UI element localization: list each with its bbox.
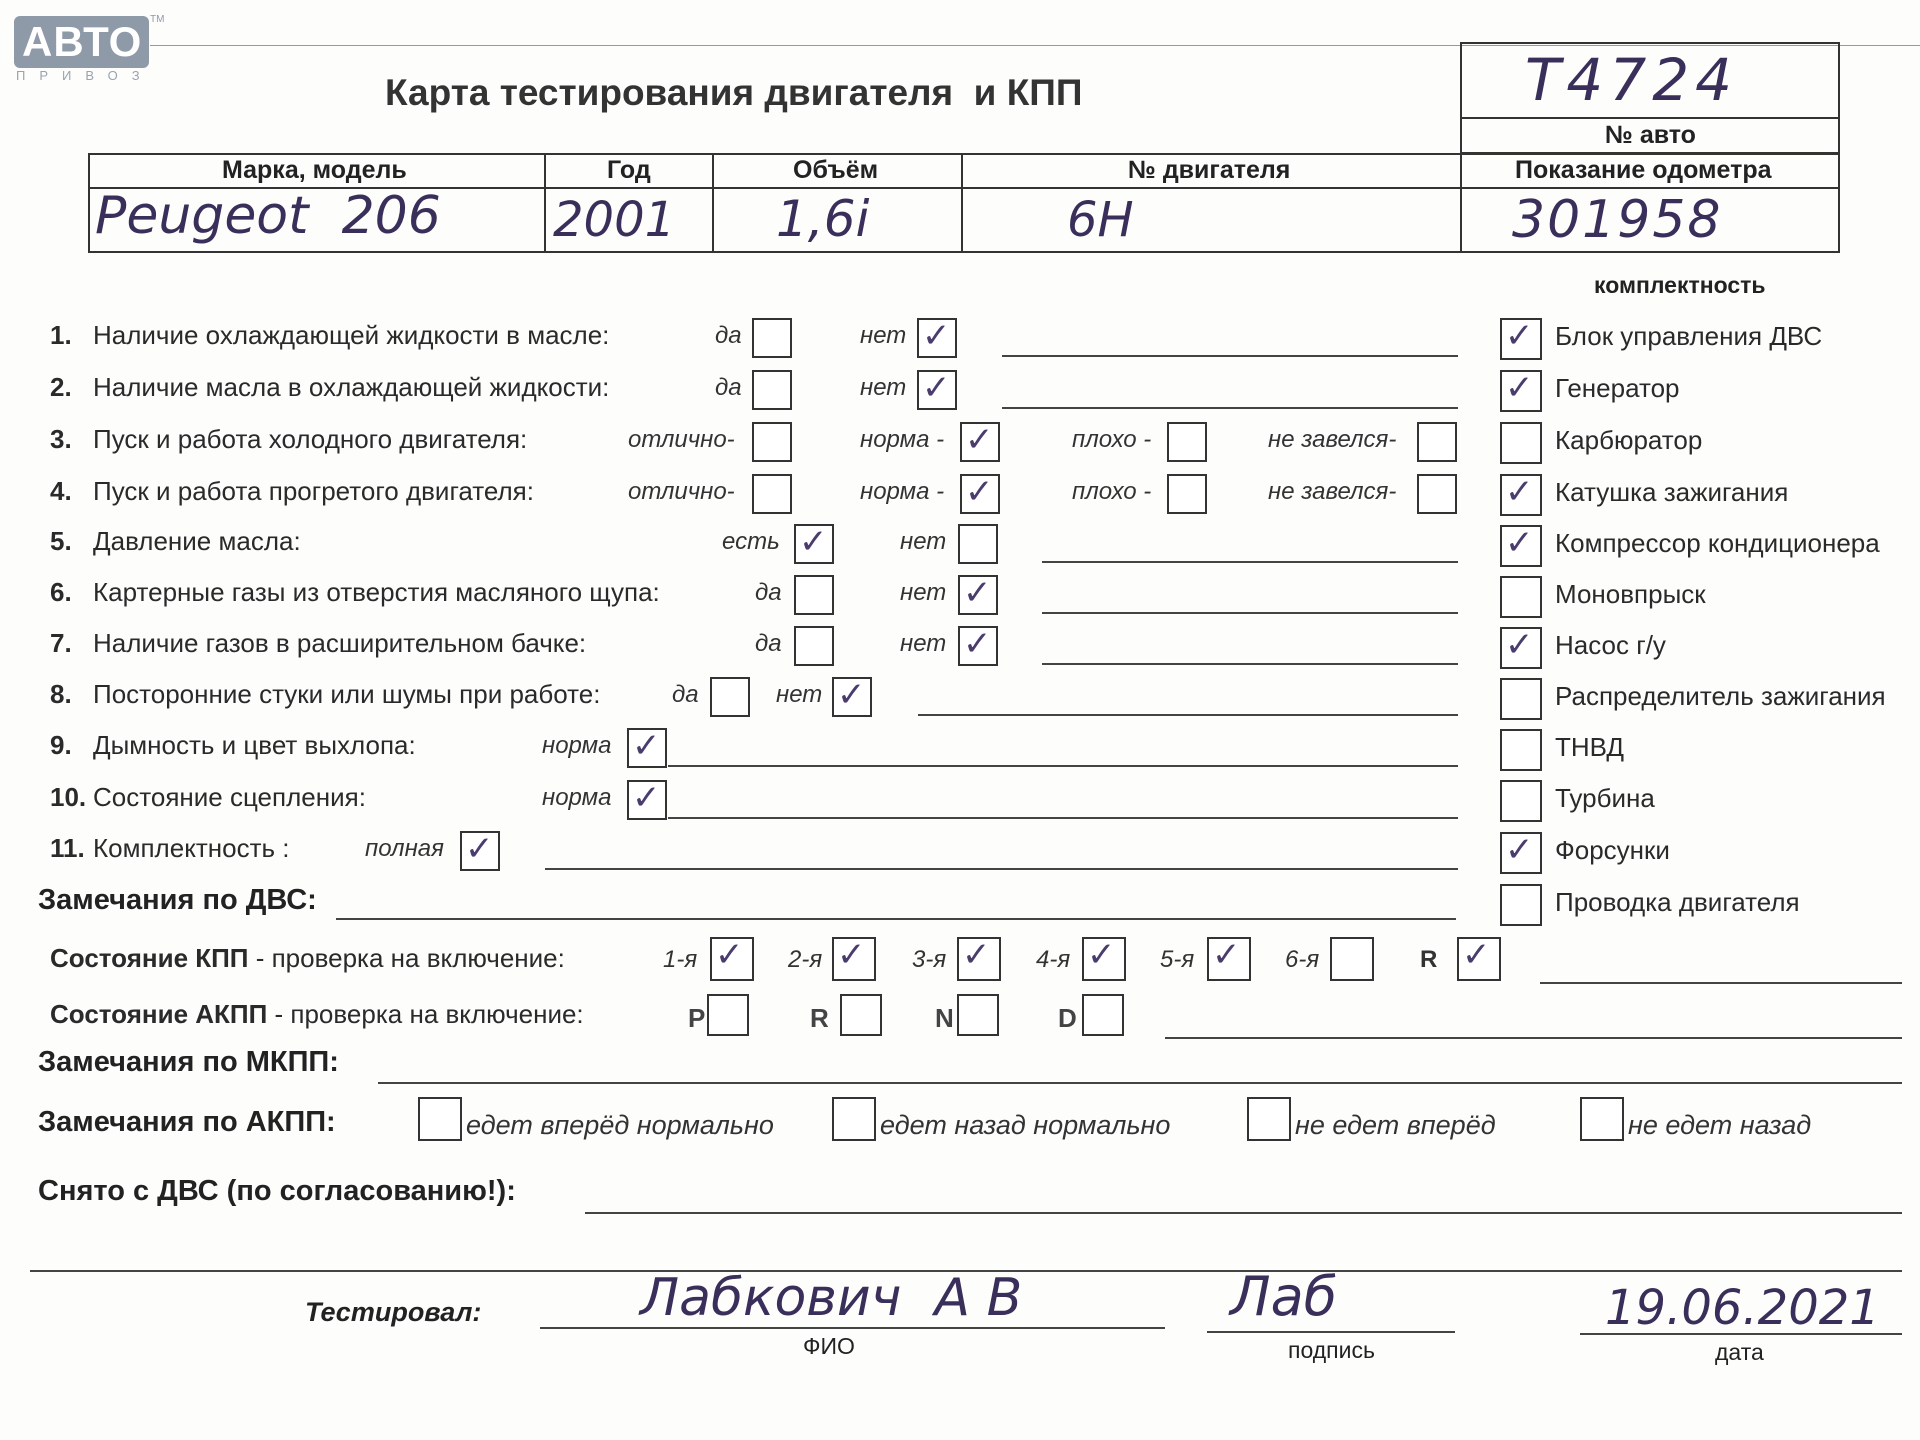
check-mark-icon: ✓ <box>962 935 991 975</box>
completeness-checkbox[interactable] <box>1500 318 1542 360</box>
item-checkbox[interactable] <box>958 626 998 666</box>
logo-tm: TM <box>150 14 165 25</box>
item-checkbox[interactable] <box>752 422 792 462</box>
completeness-label: Блок управления ДВС <box>1555 321 1823 351</box>
header-col-divider <box>712 153 714 253</box>
gear-checkbox[interactable] <box>1457 937 1501 981</box>
test-date: 19.06.2021 <box>1605 1280 1880 1336</box>
header-col-divider <box>961 153 963 253</box>
car-id-divider <box>1460 117 1840 119</box>
gear-checkbox[interactable] <box>1082 937 1126 981</box>
logo <box>14 16 149 68</box>
answer-line <box>668 817 1458 819</box>
akpp-label <box>50 999 584 1030</box>
item-option-label: да <box>755 579 782 606</box>
answer-line <box>1002 355 1458 357</box>
check-mark-icon: ✓ <box>465 829 494 869</box>
item-label: Наличие масла в охлаждающей жидкости: <box>93 372 610 402</box>
brand-value: Peugeot 206 <box>95 186 441 246</box>
akpp-option-label: едет назад нормально <box>880 1110 1171 1140</box>
check-mark-icon: ✓ <box>1505 368 1534 408</box>
volume-label: Объём <box>793 156 879 184</box>
date-caption: дата <box>1715 1339 1764 1365</box>
remarks-mkpp-line <box>378 1082 1902 1084</box>
kpp-label <box>50 943 565 974</box>
kpp-label-rest: - проверка на включение: <box>248 943 565 973</box>
item-number: 7. <box>50 628 72 658</box>
signature-line <box>1207 1331 1455 1333</box>
item-label: Пуск и работа прогретого двигателя: <box>93 476 534 506</box>
completeness-label: Проводка двигателя <box>1555 887 1800 917</box>
completeness-label: Карбюратор <box>1555 425 1703 455</box>
gear-checkbox[interactable] <box>957 937 1001 981</box>
completeness-label: Генератор <box>1555 373 1680 403</box>
completeness-checkbox[interactable] <box>1500 525 1542 567</box>
check-mark-icon: ✓ <box>632 726 661 766</box>
item-checkbox[interactable] <box>832 677 872 717</box>
akpp-label-bold: Состояние АКПП <box>50 999 268 1029</box>
akpp-mode-checkbox[interactable] <box>707 994 749 1036</box>
completeness-label: Форсунки <box>1555 835 1670 865</box>
item-option-label: норма - <box>860 478 945 505</box>
item-label: Посторонние стуки или шумы при работе: <box>93 679 601 709</box>
signature: Лаб <box>1230 1265 1337 1328</box>
kpp-line <box>1540 982 1902 984</box>
item-number: 6. <box>50 577 72 607</box>
check-mark-icon: ✓ <box>1212 935 1241 975</box>
check-mark-icon: ✓ <box>632 778 661 818</box>
gear-checkbox[interactable] <box>832 937 876 981</box>
answer-line <box>1042 612 1458 614</box>
item-checkbox[interactable] <box>752 318 792 358</box>
item-option-label: да <box>715 374 742 401</box>
item-number: 2. <box>50 372 72 402</box>
item-option-label: нет <box>900 579 947 606</box>
check-mark-icon: ✓ <box>1505 316 1534 356</box>
item-checkbox[interactable] <box>960 422 1000 462</box>
check-mark-icon: ✓ <box>799 522 828 562</box>
item-checkbox[interactable] <box>958 575 998 615</box>
item-checkbox[interactable] <box>1417 422 1457 462</box>
check-mark-icon: ✓ <box>1087 935 1116 975</box>
check-mark-icon: ✓ <box>922 368 951 408</box>
engine-value: 6H <box>1067 192 1134 248</box>
year-value: 2001 <box>553 192 676 248</box>
completeness-label: Распределитель зажигания <box>1555 681 1886 711</box>
engine-label: № двигателя <box>1128 156 1291 184</box>
item-checkbox[interactable] <box>710 677 750 717</box>
car-id-label: № авто <box>1605 121 1696 149</box>
item-option-label: отлично- <box>628 478 735 505</box>
answer-line <box>1042 663 1458 665</box>
item-label: Пуск и работа холодного двигателя: <box>93 424 528 454</box>
check-mark-icon: ✓ <box>965 420 994 460</box>
item-checkbox[interactable] <box>752 370 792 410</box>
akpp-mode-label: N <box>935 1003 954 1033</box>
answer-line <box>545 868 1458 870</box>
item-option-label: есть <box>722 528 780 555</box>
item-option-label: норма - <box>860 426 945 453</box>
item-checkbox[interactable] <box>752 474 792 514</box>
akpp-mode-label: R <box>810 1003 829 1033</box>
completeness-checkbox[interactable] <box>1500 370 1542 412</box>
item-label: Наличие охлаждающей жидкости в масле: <box>93 320 610 350</box>
item-label: Состояние сцепления: <box>93 782 366 812</box>
check-mark-icon: ✓ <box>837 935 866 975</box>
gear-label: 3-я <box>912 946 947 973</box>
akpp-option-label: не едет назад <box>1628 1110 1812 1140</box>
remarks-dvs-label: Замечания по ДВС: <box>38 884 317 916</box>
item-option-label: нет <box>860 374 907 401</box>
item-option-label: да <box>715 322 742 349</box>
item-number: 8. <box>50 679 72 709</box>
check-mark-icon: ✓ <box>963 573 992 613</box>
item-number: 5. <box>50 526 72 556</box>
completeness-checkbox[interactable] <box>1500 576 1542 618</box>
item-checkbox[interactable] <box>960 474 1000 514</box>
akpp-mode-checkbox[interactable] <box>840 994 882 1036</box>
completeness-label: Катушка зажигания <box>1555 477 1789 507</box>
completeness-label: Турбина <box>1555 783 1655 813</box>
completeness-label: Насос г/у <box>1555 630 1666 660</box>
item-label: Комплектность : <box>93 833 290 863</box>
answer-line <box>1002 407 1458 409</box>
item-checkbox[interactable] <box>794 626 834 666</box>
completeness-label: ТНВД <box>1555 732 1625 762</box>
akpp-option-checkbox[interactable] <box>832 1097 876 1141</box>
check-mark-icon: ✓ <box>1505 830 1534 870</box>
check-mark-icon: ✓ <box>965 472 994 512</box>
page-title: Карта тестирования двигателя и КПП <box>385 72 1083 113</box>
item-option-label: не завелся- <box>1268 426 1397 453</box>
item-option-label: да <box>672 681 699 708</box>
completeness-label: Моновпрыск <box>1555 579 1706 609</box>
kpp-label-bold: Состояние КПП <box>50 943 249 973</box>
check-mark-icon: ✓ <box>1505 625 1534 665</box>
odometer-value: 301958 <box>1512 190 1723 250</box>
completeness-label: Компрессор кондиционера <box>1555 528 1880 558</box>
logo-sub: ПРИВОЗ <box>16 68 154 83</box>
gear-label: 2-я <box>788 946 823 973</box>
tested-label: Тестировал: <box>305 1297 482 1327</box>
item-option-label: да <box>755 630 782 657</box>
akpp-mode-label: D <box>1058 1003 1077 1033</box>
remarks-mkpp-label: Замечания по МКПП: <box>38 1046 339 1078</box>
gear-checkbox[interactable] <box>1207 937 1251 981</box>
check-mark-icon: ✓ <box>963 624 992 664</box>
akpp-mode-checkbox[interactable] <box>957 994 999 1036</box>
item-option-label: плохо - <box>1072 478 1152 505</box>
answer-line <box>918 714 1458 716</box>
item-number: 4. <box>50 476 72 506</box>
akpp-label-rest: - проверка на включение: <box>267 999 584 1029</box>
akpp-option-checkbox[interactable] <box>418 1097 462 1141</box>
check-mark-icon: ✓ <box>715 935 744 975</box>
completeness-title: комплектность <box>1594 272 1766 298</box>
check-mark-icon: ✓ <box>1505 523 1534 563</box>
check-mark-icon: ✓ <box>837 675 866 715</box>
name-caption: ФИО <box>803 1333 855 1359</box>
item-number: 11. <box>50 833 85 863</box>
item-option-label: нет <box>900 528 947 555</box>
odometer-label: Показание одометра <box>1515 156 1772 184</box>
gear-label: 4-я <box>1036 946 1071 973</box>
completeness-checkbox[interactable] <box>1500 832 1542 874</box>
gear-label: 6-я <box>1285 946 1320 973</box>
completeness-checkbox[interactable] <box>1500 474 1542 516</box>
item-number: 3. <box>50 424 72 454</box>
item-checkbox[interactable] <box>627 780 667 820</box>
remarks-dvs-line <box>336 918 1456 920</box>
item-checkbox[interactable] <box>1417 474 1457 514</box>
completeness-checkbox[interactable] <box>1500 780 1542 822</box>
volume-value: 1,6i <box>776 190 870 248</box>
item-label: Наличие газов в расширительном бачке: <box>93 628 587 658</box>
tester-name: Лабкович А В <box>640 1268 1023 1328</box>
item-option-label: нет <box>860 322 907 349</box>
signature-caption: подпись <box>1288 1337 1375 1363</box>
akpp-line <box>1165 1037 1902 1039</box>
item-label: Давление масла: <box>93 526 301 556</box>
item-checkbox[interactable] <box>1167 422 1207 462</box>
item-option-label: нет <box>900 630 947 657</box>
removed-label: Снято с ДВС (по согласованию!): <box>38 1175 516 1207</box>
item-option-label: не завелся- <box>1268 478 1397 505</box>
gear-label: R <box>1420 946 1438 973</box>
gear-checkbox[interactable] <box>710 937 754 981</box>
gear-label: 1-я <box>663 946 698 973</box>
akpp-mode-label: P <box>688 1003 706 1033</box>
remarks-akpp-label: Замечания по АКПП: <box>38 1106 336 1138</box>
car-id-value: T4724 <box>1525 46 1739 114</box>
akpp-option-label: не едет вперёд <box>1295 1110 1496 1140</box>
item-number: 9. <box>50 730 72 760</box>
year-label: Год <box>607 156 651 184</box>
check-mark-icon: ✓ <box>1505 472 1534 512</box>
logo-text: АВТО <box>22 18 143 65</box>
gear-label: 5-я <box>1160 946 1195 973</box>
check-mark-icon: ✓ <box>1462 935 1491 975</box>
completeness-checkbox[interactable] <box>1500 729 1542 771</box>
item-checkbox[interactable] <box>1167 474 1207 514</box>
item-label: Дымность и цвет выхлопа: <box>93 730 416 760</box>
akpp-option-checkbox[interactable] <box>1247 1097 1291 1141</box>
answer-line <box>668 765 1458 767</box>
item-checkbox[interactable] <box>794 524 834 564</box>
completeness-checkbox[interactable] <box>1500 884 1542 926</box>
akpp-mode-checkbox[interactable] <box>1082 994 1124 1036</box>
item-option-label: полная <box>365 835 444 862</box>
item-number: 10. <box>50 782 87 812</box>
date-line <box>1580 1333 1902 1335</box>
completeness-checkbox[interactable] <box>1500 627 1542 669</box>
item-checkbox[interactable] <box>627 728 667 768</box>
check-mark-icon: ✓ <box>922 316 951 356</box>
brand-label: Марка, модель <box>222 156 407 184</box>
item-checkbox[interactable] <box>917 370 957 410</box>
item-option-label: норма <box>542 732 612 759</box>
answer-line <box>1042 561 1458 563</box>
item-option-label: отлично- <box>628 426 735 453</box>
item-option-label: плохо - <box>1072 426 1152 453</box>
item-option-label: нет <box>776 681 823 708</box>
item-checkbox[interactable] <box>917 318 957 358</box>
item-checkbox[interactable] <box>958 524 998 564</box>
item-checkbox[interactable] <box>794 575 834 615</box>
name-line <box>540 1327 1165 1329</box>
item-option-label: норма <box>542 784 612 811</box>
gear-checkbox[interactable] <box>1330 937 1374 981</box>
header-col-divider <box>544 153 546 253</box>
header-col-divider <box>1460 153 1462 253</box>
removed-line <box>585 1212 1902 1214</box>
akpp-option-checkbox[interactable] <box>1580 1097 1624 1141</box>
akpp-option-label: едет вперёд нормально <box>466 1110 774 1140</box>
item-number: 1. <box>50 320 72 350</box>
completeness-checkbox[interactable] <box>1500 422 1542 464</box>
item-checkbox[interactable] <box>460 831 500 871</box>
completeness-checkbox[interactable] <box>1500 678 1542 720</box>
item-label: Картерные газы из отверстия масляного щупа: <box>93 577 660 607</box>
